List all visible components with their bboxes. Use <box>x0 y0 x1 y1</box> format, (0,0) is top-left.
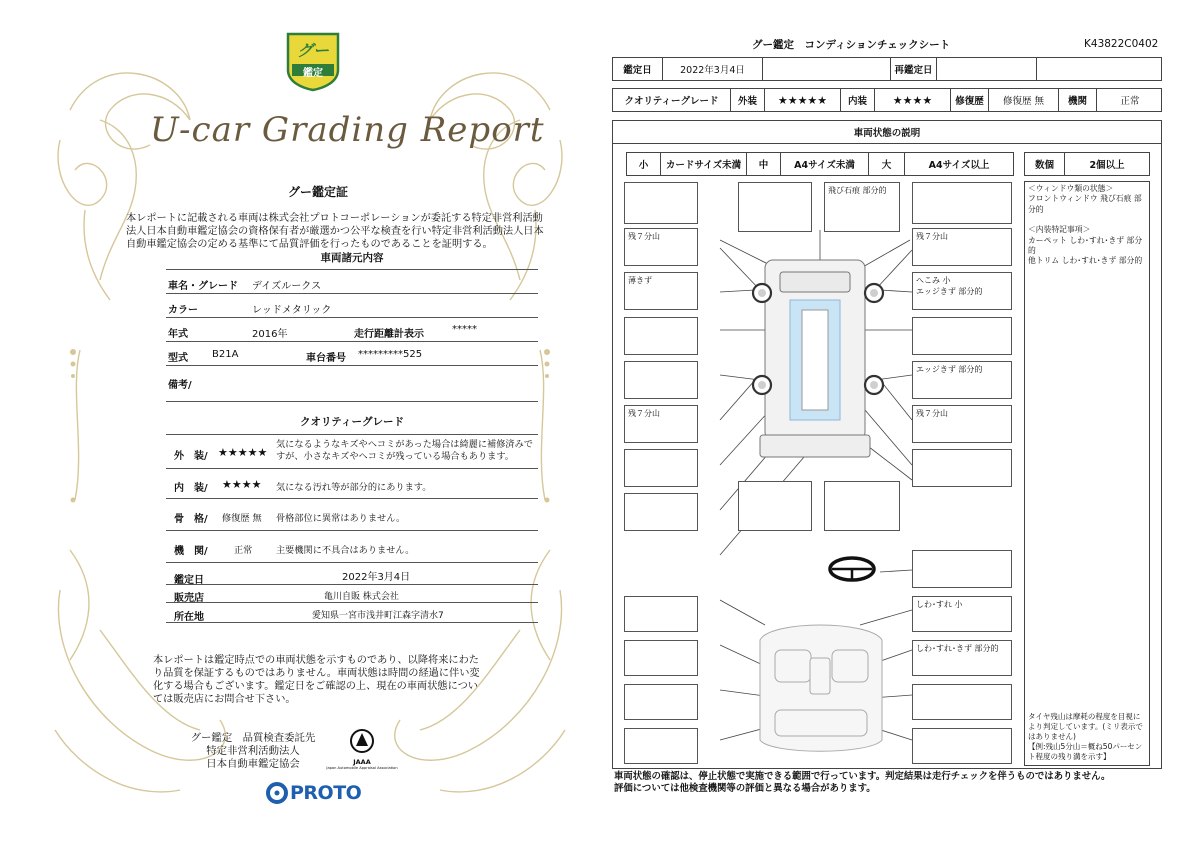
color-label: カラー <box>168 305 198 316</box>
note-window-title: ＜ウィンドウ類の状態＞ <box>1028 184 1114 193</box>
engine-desc: 主要機関に不具合はありません。 <box>276 545 415 556</box>
exterior-stars: ★★★★★ <box>218 446 268 459</box>
section-header <box>612 120 1162 144</box>
year-label: 年式 <box>168 329 188 340</box>
box-right-9-text: しわ･すれ･きず 部分的 <box>916 644 999 653</box>
box-right-1-text: 残７分山 <box>916 232 948 241</box>
box-left-5-text: 残７分山 <box>628 409 660 418</box>
exterior-label: 外 装/ <box>174 451 208 462</box>
org-line2: 特定非営利活動法人 <box>206 745 300 757</box>
box-right-4-text: エッジきず 部分的 <box>916 365 983 374</box>
jaaa-subtext: Japan Automobile Appraisal Association <box>326 766 398 770</box>
address-value: 愛知県一宮市浅井町江森字清水7 <box>312 611 444 621</box>
quality-label: クオリティーグレード <box>613 89 731 111</box>
mileage-value: ***** <box>452 324 477 335</box>
box-right-5-text: 残７分山 <box>916 409 948 418</box>
spec-row-name <box>166 270 538 294</box>
spec-row-model <box>166 342 538 366</box>
report-title: U-car Grading Report <box>150 110 545 150</box>
box-left-4 <box>624 361 698 399</box>
proto-logo <box>266 782 361 804</box>
box-top-right-text: 飛び石痕 部分的 <box>828 186 887 195</box>
jaaa-emblem-icon <box>349 728 375 754</box>
spec-row-year <box>166 318 538 342</box>
interior-desc: 気になる汚れ等が部分的にあります。 <box>276 482 432 493</box>
box-right-2 <box>912 272 1012 310</box>
box-right-8-text: しわ･すれ 小 <box>916 600 963 609</box>
date-table <box>612 57 1162 81</box>
jaaa-logo <box>322 728 402 778</box>
engine-label: 機 関/ <box>174 546 208 557</box>
frame-desc: 骨格部位に異常はありません。 <box>276 513 406 524</box>
intro-text: 本レポートに記載される車両は株式会社プロトコーポレーションが委託する特定非営利活動法人日本自動車鑑定協会の資格保有者が厳選かつ公平な検査を行い特定非営利活動法人日本自動車鑑定協会の定める基準にて品質評価を行ったものであることを証明する。 <box>126 213 544 250</box>
box-left-9 <box>624 640 698 676</box>
box-left-8 <box>624 596 698 632</box>
box-left-2 <box>624 272 698 310</box>
interior-label: 内装 <box>841 89 875 111</box>
note-window: フロントウィンドウ 飛び石痕 部分的 <box>1028 194 1142 214</box>
grade-row-interior <box>166 469 538 499</box>
note-tire-text: タイヤ残山は摩耗の程度を目視により判定しています。(ミリ表示ではありません) <box>1028 712 1143 741</box>
box-top-right <box>824 182 900 232</box>
box-left-0 <box>624 182 698 224</box>
box-top-center <box>738 182 812 232</box>
section-title: 車両状態の説明 <box>853 128 921 139</box>
date-value: 2022年3月4日 <box>663 58 763 80</box>
chassis-label: 車台番号 <box>306 353 346 364</box>
box-right-6 <box>912 449 1012 487</box>
box-right-11 <box>912 728 1012 764</box>
box-right-8 <box>912 596 1012 632</box>
address-label: 所在地 <box>174 612 204 623</box>
footer-line2: 評価については他検査機関等の評価と異なる場合があります。 <box>614 783 876 794</box>
spec-row-color <box>166 294 538 318</box>
count-legend <box>1024 152 1150 176</box>
info-row-address <box>166 603 538 623</box>
year-value: 2016年 <box>252 329 288 340</box>
chassis-value: *********525 <box>358 349 423 360</box>
grade-row-frame <box>166 499 538 531</box>
remarks-label: 備考/ <box>168 380 192 391</box>
frame-value: 修復歴 無 <box>222 513 262 524</box>
reappraisal-blank <box>1037 58 1163 80</box>
date-blank <box>763 58 891 80</box>
dealer-label: 販売店 <box>174 593 204 604</box>
note-interior-1: カーペット しわ･すれ･きず 部分的 <box>1028 235 1143 256</box>
sheet-id: K43822C0402 <box>1084 38 1159 50</box>
interior-stars: ★★★★ <box>222 478 262 491</box>
date-label: 鑑定日 <box>613 58 663 80</box>
exterior-desc: 気になるようなキズやヘコミがあった場合は綺麗に補修済みですが、小さなキズやヘコミが残っている場合もあります。 <box>276 439 533 462</box>
box-left-1-text: 残７分山 <box>628 232 660 241</box>
interior-stars: ★★★★ <box>875 89 951 111</box>
jaaa-text: JAAA <box>353 758 371 766</box>
box-right-2-line2: エッジきず 部分的 <box>916 287 983 296</box>
info-row-date <box>166 563 538 585</box>
size-small-desc: カードサイズ未満 <box>661 153 747 175</box>
box-right-10 <box>912 684 1012 720</box>
goo-kantei-badge <box>284 30 342 92</box>
reappraisal-value <box>937 58 1037 80</box>
count-value: 2個以上 <box>1089 160 1125 171</box>
box-bottom-center <box>738 481 812 531</box>
box-left-10 <box>624 684 698 720</box>
color-value: レッドメタリック <box>252 305 332 316</box>
size-small: 小 <box>627 153 661 175</box>
specs-top-rule <box>166 254 538 270</box>
box-left-5 <box>624 405 698 443</box>
repair-label: 修復歴 <box>951 89 989 111</box>
name-value: デイズルークス <box>252 281 322 292</box>
box-left-7 <box>624 493 698 531</box>
box-bottom-right <box>824 481 900 531</box>
size-legend <box>626 152 1014 176</box>
grade-row-exterior <box>166 435 538 469</box>
notes-panel <box>1024 181 1150 766</box>
model-label: 型式 <box>168 353 188 364</box>
sheet-footer <box>614 771 1110 795</box>
engine-value: 正常 <box>234 545 253 556</box>
engine-value: 正常 <box>1120 96 1140 107</box>
size-mid-desc: A4サイズ未満 <box>781 153 869 175</box>
date-label: 鑑定日 <box>174 575 204 586</box>
box-left-1 <box>624 228 698 266</box>
count-label: 数個 <box>1025 153 1065 175</box>
name-label: 車名・グレード <box>168 281 238 292</box>
org-line1: グー鑑定 品質検査委託先 <box>190 732 316 744</box>
box-right-5 <box>912 405 1012 443</box>
box-left-11 <box>624 728 698 764</box>
reappraisal-label: 再鑑定日 <box>891 58 937 80</box>
grade-row-engine <box>166 531 538 563</box>
quality-top-rule <box>166 419 538 435</box>
mileage-label: 走行距離計表示 <box>354 329 424 340</box>
info-row-dealer <box>166 585 538 603</box>
report-subtitle: グー鑑定証 <box>288 185 349 199</box>
note-interior-2: 他トリム しわ･すれ･きず 部分的 <box>1028 256 1143 266</box>
note-tire <box>1028 712 1146 762</box>
org-line3: 日本自動車鑑定協会 <box>206 758 300 770</box>
size-mid: 中 <box>747 153 781 175</box>
steering-wheel-icon <box>830 558 874 580</box>
footer-line1: 車両状態の確認は、停止状態で実施できる範囲で行っています。判定結果は走行チェックを伴うものではありません。 <box>614 771 1111 782</box>
badge-top-text: グー <box>296 41 329 60</box>
proto-mark-icon <box>266 782 288 804</box>
grade-table <box>612 88 1162 112</box>
note-interior-title: ＜内装特記事項＞ <box>1028 225 1091 235</box>
engine-label: 機関 <box>1059 89 1097 111</box>
box-right-4 <box>912 361 1012 399</box>
certificate <box>40 30 580 820</box>
note-tire-example: 【例:残山5分山＝概ね50パーセント程度の残り溝を示す】 <box>1028 742 1143 761</box>
box-right-0 <box>912 182 1012 224</box>
proto-text: PROTO <box>290 782 362 804</box>
box-right-3 <box>912 317 1012 355</box>
box-right-1 <box>912 228 1012 266</box>
specs-title: 車両諸元内容 <box>320 252 384 264</box>
exterior-stars: ★★★★★ <box>765 89 841 111</box>
spec-row-remarks <box>166 366 538 402</box>
size-large: 大 <box>869 153 905 175</box>
box-left-6 <box>624 449 698 487</box>
interior-label: 内 装/ <box>174 483 208 494</box>
box-right-9 <box>912 640 1012 676</box>
box-left-3 <box>624 317 698 355</box>
badge-bottom-text: 鑑定 <box>303 68 323 79</box>
box-right-2-line1: へこみ 小 <box>916 276 951 285</box>
box-left-2-text: 薄きず <box>628 276 652 285</box>
exterior-label: 外装 <box>731 89 765 111</box>
notice-text: 本レポートは鑑定時点での車両状態を示すものであり、以降将来にわたり品質を保証するものではありません。車両状態は時間の経過に伴い変化する場合もございます。鑑定日をご確認の上、現在の車両状態については販売店にお問合せ下さい。 <box>153 655 480 705</box>
repair-value: 修復歴 無 <box>989 89 1059 111</box>
model-value: B21A <box>212 349 239 360</box>
quality-title: クオリティーグレード <box>300 416 404 428</box>
date-value: 2022年3月4日 <box>342 572 411 583</box>
frame-label: 骨 格/ <box>174 514 208 525</box>
sheet-title: グー鑑定 コンディションチェックシート <box>752 39 951 51</box>
dealer-value: 亀川自販 株式会社 <box>324 592 399 602</box>
size-large-desc: A4サイズ以上 <box>928 160 990 171</box>
box-right-7 <box>912 550 1012 588</box>
footer-organization <box>178 732 328 771</box>
